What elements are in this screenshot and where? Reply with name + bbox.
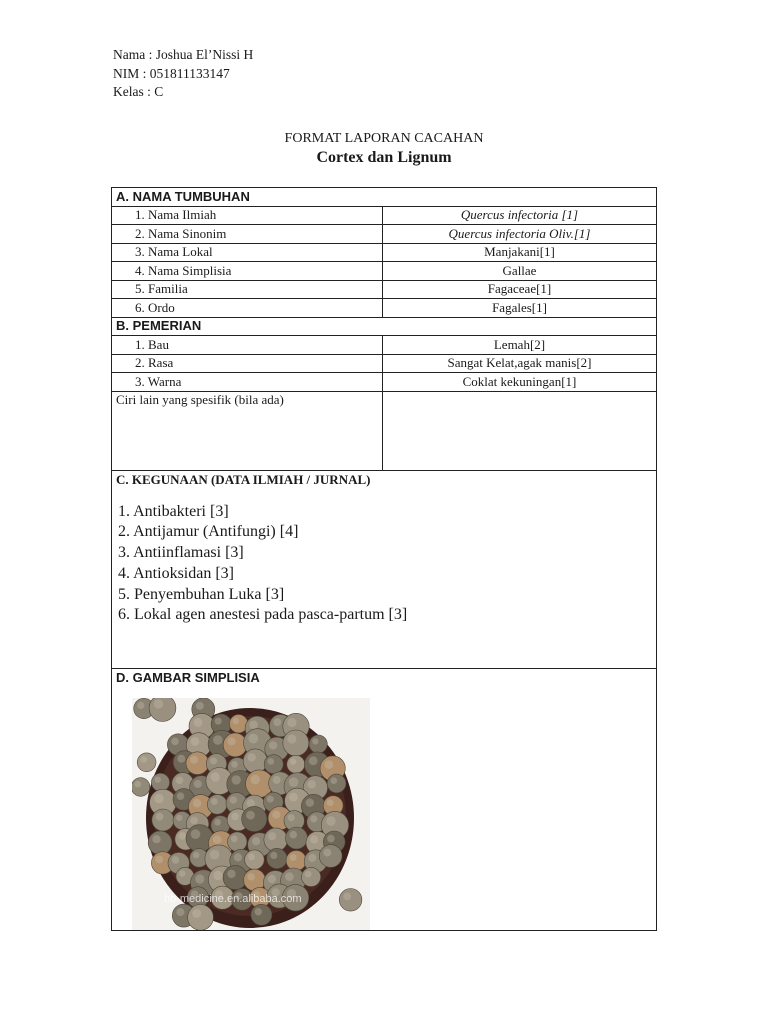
- gall-nut-highlight: [191, 737, 200, 746]
- gall-nut-highlight: [234, 853, 242, 861]
- gall-nut: [283, 730, 309, 756]
- list-item: 3. Antiinflamasi [3]: [118, 544, 244, 562]
- gall-nut-highlight: [141, 756, 148, 763]
- gall-nut-highlight: [306, 798, 314, 806]
- nama-simplisia-value: Gallae: [383, 262, 657, 281]
- student-nim: NIM : 051811133147: [113, 65, 230, 81]
- gall-nut-highlight: [305, 870, 312, 877]
- section-c-cell: [112, 470, 657, 668]
- gall-nut-highlight: [255, 908, 262, 915]
- gall-nut-highlight: [310, 815, 317, 822]
- ciri-lain-label: Ciri lain yang spesifik (bila ada): [112, 391, 383, 470]
- table-row: [112, 391, 657, 470]
- nama-sinonim-label: 2. Nama Sinonim: [112, 225, 383, 244]
- table-row: [112, 280, 657, 299]
- uses-list: [118, 502, 652, 627]
- gall-nut-highlight: [154, 793, 163, 802]
- gall-nut-highlight: [176, 814, 182, 820]
- gall-nut-highlight: [270, 851, 277, 858]
- section-d-cell: [112, 668, 657, 930]
- gall-nut-highlight: [227, 737, 235, 745]
- gall-nut: [188, 904, 214, 930]
- gall-nut-highlight: [249, 720, 258, 729]
- gall-nut-highlight: [268, 832, 276, 840]
- gall-nut-highlight: [272, 810, 280, 818]
- table-row: [112, 354, 657, 373]
- report-subject-title: Cortex dan Lignum: [316, 149, 452, 166]
- gall-nut-highlight: [194, 779, 202, 787]
- gall-nut-highlight: [192, 909, 201, 918]
- gall-nut: [309, 735, 327, 753]
- gall-nut: [228, 832, 247, 851]
- gall-nut-highlight: [343, 892, 351, 900]
- gall-nut-highlight: [195, 874, 204, 883]
- gall-nut: [267, 848, 287, 868]
- gall-nut: [132, 777, 150, 796]
- gall-nut-highlight: [155, 776, 161, 782]
- warna-value: Coklat kekuningan[1]: [383, 373, 657, 392]
- gall-nut-highlight: [176, 908, 184, 916]
- gall-nut: [264, 827, 288, 851]
- gall-nut-highlight: [213, 870, 222, 879]
- gall-nut-highlight: [135, 780, 142, 787]
- gall-nut: [286, 827, 308, 849]
- gall-nut-highlight: [268, 758, 275, 765]
- table-row: [112, 225, 657, 244]
- gall-nut-highlight: [179, 832, 187, 840]
- section-d-heading: D. GAMBAR SIMPLISIA: [116, 669, 260, 685]
- gall-nut: [149, 698, 176, 722]
- gall-nut-highlight: [248, 733, 258, 743]
- gall-nut-highlight: [213, 835, 222, 844]
- gall-nut-highlight: [273, 718, 281, 726]
- gall-nut-highlight: [327, 834, 335, 842]
- gall-nut-highlight: [233, 717, 239, 723]
- gall-nut-highlight: [194, 717, 203, 726]
- gall-nut: [339, 888, 362, 911]
- gall-nut: [243, 748, 267, 772]
- gall-nut-highlight: [323, 848, 331, 856]
- gall-nut-highlight: [326, 816, 336, 826]
- gall-nut-highlight: [177, 754, 185, 762]
- gall-nut-highlight: [191, 829, 201, 839]
- gall-nut-highlight: [289, 777, 299, 787]
- simplisia-photo: [132, 698, 370, 930]
- gall-nut-highlight: [211, 772, 220, 781]
- section-b-heading: B. PEMERIAN: [112, 317, 657, 336]
- gall-nut-highlight: [252, 836, 260, 844]
- gall-nut-highlight: [290, 758, 296, 764]
- gall-nut-highlight: [213, 735, 223, 745]
- gall-nut-highlight: [247, 873, 255, 881]
- gall-nut-highlight: [309, 756, 318, 765]
- section-c-heading: C. KEGUNAAN (DATA ILMIAH / JURNAL): [116, 471, 371, 487]
- nama-ilmiah-label: 1. Nama Ilmiah: [112, 206, 383, 225]
- familia-value: Fagaceae[1]: [383, 280, 657, 299]
- gall-nut-highlight: [154, 699, 163, 708]
- list-item: 2. Antijamur (Antifungi) [4]: [118, 523, 299, 541]
- report-format-title: FORMAT LAPORAN CACAHAN: [284, 131, 484, 146]
- gall-nut-highlight: [331, 777, 338, 784]
- gall-nut-highlight: [155, 855, 163, 863]
- gall-nut-highlight: [190, 755, 198, 763]
- gall-nut-highlight: [171, 737, 179, 745]
- table-row: [112, 373, 657, 392]
- gall-nut-highlight: [232, 775, 241, 784]
- gall-nut-highlight: [172, 856, 180, 864]
- gall-nut-highlight: [137, 701, 144, 708]
- gall-nut-highlight: [327, 799, 334, 806]
- student-name: Nama : Joshua El’Nissi H: [113, 47, 254, 62]
- gall-nut-highlight: [273, 775, 281, 783]
- gall-nut-highlight: [210, 849, 220, 859]
- warna-label: 3. Warna: [112, 373, 383, 392]
- gall-nut-highlight: [310, 835, 318, 843]
- rasa-label: 2. Rasa: [112, 354, 383, 373]
- gall-nut-highlight: [152, 835, 160, 843]
- gall-nut: [152, 809, 174, 831]
- gall-nut: [186, 751, 209, 774]
- gall-nut-highlight: [193, 852, 199, 858]
- nama-sinonim-value: Quercus infectoria Oliv.[1]: [383, 225, 657, 244]
- ordo-value: Fagales[1]: [383, 299, 657, 318]
- list-item: 4. Antioksidan [3]: [118, 564, 234, 582]
- gall-nut-highlight: [179, 870, 185, 876]
- gall-nut-highlight: [190, 816, 198, 824]
- gall-nut: [319, 844, 342, 867]
- section-a-heading: A. NAMA TUMBUHAN: [112, 188, 657, 207]
- gall-nut-highlight: [290, 830, 298, 838]
- gall-nut: [148, 830, 172, 854]
- gall-nut-highlight: [227, 869, 235, 877]
- table-row: [112, 299, 657, 318]
- gall-nut-highlight: [289, 792, 298, 801]
- gall-nut-highlight: [214, 819, 221, 826]
- gall-nut: [245, 849, 265, 869]
- gall-nut-highlight: [211, 798, 218, 805]
- gall-nut-highlight: [267, 795, 274, 802]
- student-class: Kelas : C: [113, 84, 164, 99]
- nama-lokal-label: 3. Nama Lokal: [112, 243, 383, 262]
- gall-nut-highlight: [230, 796, 237, 803]
- report-table: [111, 187, 657, 931]
- gall-nut-highlight: [285, 872, 294, 881]
- gall-nut-highlight: [325, 760, 334, 769]
- gall-nut-highlight: [288, 814, 295, 821]
- gall-nut-highlight: [215, 717, 222, 724]
- gall-nut-highlight: [176, 776, 184, 784]
- gall-nut-highlight: [290, 854, 297, 861]
- table-row: [112, 336, 657, 355]
- list-item: 1. Antibakteri [3]: [118, 502, 229, 520]
- gall-nut: [302, 867, 321, 886]
- familia-label: 5. Familia: [112, 280, 383, 299]
- table-row: [112, 243, 657, 262]
- gall-nut-highlight: [248, 753, 256, 761]
- gall-nut-highlight: [177, 792, 185, 800]
- gall-nut: [327, 774, 346, 793]
- gall-nut-highlight: [247, 799, 255, 807]
- list-item: 5. Penyembuhan Luka [3]: [118, 585, 285, 603]
- table-row: [112, 206, 657, 225]
- gall-nut-highlight: [193, 798, 202, 807]
- nama-ilmiah-value: Quercus infectoria [1]: [383, 206, 657, 225]
- gall-nut-highlight: [246, 810, 255, 819]
- gall-nut: [251, 904, 272, 925]
- bau-value: Lemah[2]: [383, 336, 657, 355]
- student-info: [113, 46, 253, 102]
- gall-nut-highlight: [231, 761, 238, 768]
- gall-nut: [287, 755, 305, 773]
- gall-nut-highlight: [156, 812, 164, 820]
- gall-nut: [207, 794, 227, 814]
- gall-nut-highlight: [268, 874, 276, 882]
- gall-nut-highlight: [287, 734, 296, 743]
- ciri-lain-value: [383, 391, 657, 470]
- nama-lokal-value: Manjakani[1]: [383, 243, 657, 262]
- table-row: [112, 262, 657, 281]
- ordo-label: 6. Ordo: [112, 299, 383, 318]
- bau-label: 1. Bau: [112, 336, 383, 355]
- gall-nut: [151, 773, 169, 791]
- gall-nut: [264, 754, 283, 773]
- gall-nut: [242, 806, 267, 831]
- nama-simplisia-label: 4. Nama Simplisia: [112, 262, 383, 281]
- gall-nut: [286, 850, 306, 870]
- gall-nut-highlight: [287, 718, 296, 727]
- gall-nut-highlight: [251, 774, 261, 784]
- photo-watermark: hb-medicine.en.alibaba.com: [164, 892, 302, 905]
- gall-nut-highlight: [248, 853, 255, 860]
- gall-nut-highlight: [196, 701, 204, 709]
- gall-nut-highlight: [312, 738, 318, 744]
- gall-nut-highlight: [210, 757, 217, 764]
- gall-nut-highlight: [269, 741, 277, 749]
- list-item: 6. Lokal agen anestesi pada pasca-partum [3]: [118, 606, 408, 624]
- gall-nut: [137, 752, 156, 771]
- rasa-value: Sangat Kelat,agak manis[2]: [383, 354, 657, 373]
- gall-nut-highlight: [308, 853, 316, 861]
- gall-nut-highlight: [231, 812, 239, 820]
- gall-nut-highlight: [307, 780, 316, 789]
- gall-nut-highlight: [231, 835, 238, 842]
